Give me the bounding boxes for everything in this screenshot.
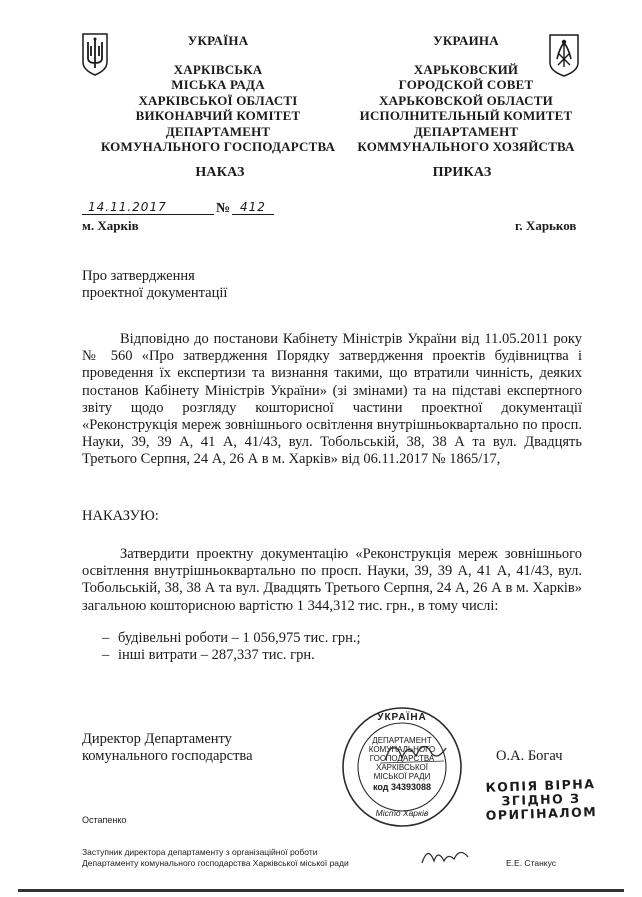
- city-right: г. Харьков: [515, 218, 577, 233]
- certifier-line: Департаменту комунального господарства Харківської міської ради: [82, 858, 349, 868]
- stamp-line: ГОСПОДАРСТВА: [369, 754, 435, 763]
- stamp-top-text: УКРАЇНА: [377, 712, 427, 723]
- signatory-name: О.А. Богач: [496, 748, 563, 764]
- header-right-line: ХАРЬКОВСКИЙ: [413, 61, 519, 77]
- header-right-line: ДЕПАРТАМЕНТ: [413, 123, 519, 139]
- list-item: – інші витрати – 287,337 тис. грн.: [102, 647, 315, 664]
- header-left-country: УКРАЇНА: [187, 33, 249, 48]
- header-right-line: ХАРЬКОВСКОЙ ОБЛАСТИ: [379, 92, 553, 108]
- header-right-country: УКРАИНА: [433, 33, 499, 48]
- certifier-signature-icon: [418, 843, 472, 869]
- order-title-right: ПРИКАЗ: [432, 165, 492, 180]
- header-left-line: КОМУНАЛЬНОГО ГОСПОДАРСТВА: [100, 139, 336, 154]
- stamp-line: МІСЬКОЇ РАДИ: [373, 772, 431, 781]
- copy-stamp-line: ЗГІДНО З: [501, 790, 581, 809]
- certifier-line: Заступник директора департаменту з організаційної роботи: [82, 847, 318, 857]
- number-underline: [232, 214, 274, 215]
- order-number-sign: №: [216, 201, 231, 216]
- certifier-name: Е.Е. Станкус: [506, 858, 556, 868]
- list-item: – будівельні роботи – 1 056,975 тис. грн.;: [102, 630, 361, 646]
- cost-list: [98, 630, 498, 664]
- header-left-line: ХАРКІВСЬКОЇ ОБЛАСТІ: [138, 92, 298, 108]
- order-date: 14.11.2017: [88, 200, 167, 214]
- order-number: 412: [240, 200, 266, 214]
- subject: [82, 268, 227, 302]
- order-title-left: НАКАЗ: [195, 165, 245, 180]
- certifier-position: [82, 847, 349, 869]
- subject-line: проектної документації: [82, 285, 228, 302]
- header-left-line: ХАРКІВСЬКА: [173, 61, 263, 77]
- order-word: НАКАЗУЮ:: [82, 508, 159, 524]
- copy-stamp-line: КОПІЯ ВІРНА: [485, 776, 596, 795]
- subject-line: Про затвердження: [82, 268, 195, 284]
- city-left: м. Харків: [82, 218, 139, 233]
- header-right-line: ГОРОДСКОЙ СОВЕТ: [398, 77, 534, 92]
- date-underline: [82, 214, 214, 215]
- copy-stamp-line: ОРИГІНАЛОМ: [485, 804, 598, 823]
- header-left: [88, 33, 348, 155]
- scan-bottom-edge: [18, 889, 624, 892]
- stamp-line: КОМУНАЛЬНОГО: [368, 745, 436, 754]
- decision-paragraph: Затвердити проектну документацію «Реконструкція мереж зовнішнього освітлення внутрішньоквартально по просп. Науки, 39, 39 А, 41 А, 41/43, вул. Тобольській, 38, 38 А та вул. Двадцять Третього Серпня, 24 А, 26 А в м. Харків» загальною кошторисною вартістю 1 344,312 тис. грн., в тому числі:: [82, 546, 582, 614]
- signatory-title-line: Директор Департаменту: [82, 731, 232, 747]
- list-item-text: інші витрати – 287,337 тис. грн.: [118, 647, 315, 664]
- header-right: [336, 33, 596, 155]
- header-left-line: ВИКОНАВЧИЙ КОМІТЕТ: [135, 108, 301, 123]
- date-number-line: [82, 200, 282, 218]
- stamp-line: ХАРКІВСЬКОЇ: [375, 763, 428, 772]
- handwritten-signature-icon: [380, 730, 450, 770]
- copy-certified-stamp: [477, 777, 604, 823]
- stamp-bottom-text: Місто Харків: [375, 808, 429, 818]
- preamble-paragraph: Відповідно до постанови Кабінету Міністрів України від 11.05.2011 року № 560 «Про затвердження Порядку затвердження проектів будівництва і проведення їх експертизи та визнання такими, що втратили чинність, деяких постанов Кабінету Міністрів України» (зі змінами) та на підставі експертного звіту щодо розгляду кошторисної частини проектної документації «Реконструкція мереж зовнішнього освітлення внутрішньоквартально по просп. Науки, 39, 39 А, 41 А, 41/43, вул. Тобольській, 38, 38 А та вул. Двадцять Третього Серпня, 24 А, 26 А в м. Харків» від 06.11.2017 № 1865/17,: [82, 331, 582, 468]
- stamp-code: код 34393088: [372, 782, 432, 792]
- signatory-title-line: комунального господарства: [82, 748, 253, 765]
- header-left-line: ДЕПАРТАМЕНТ: [165, 123, 271, 139]
- header-right-line: КОММУНАЛЬНОГО ХОЗЯЙСТВА: [357, 139, 575, 154]
- list-item-text: будівельні роботи – 1 056,975 тис. грн.;: [118, 630, 361, 646]
- header-left-line: МІСЬКА РАДА: [171, 77, 265, 92]
- stamp-line: ДЕПАРТАМЕНТ: [372, 736, 432, 745]
- executor-name: Остапенко: [82, 815, 127, 825]
- signatory-title: [82, 731, 253, 765]
- header-right-line: ИСПОЛНИТЕЛЬНЫЙ КОМИТЕТ: [359, 108, 573, 123]
